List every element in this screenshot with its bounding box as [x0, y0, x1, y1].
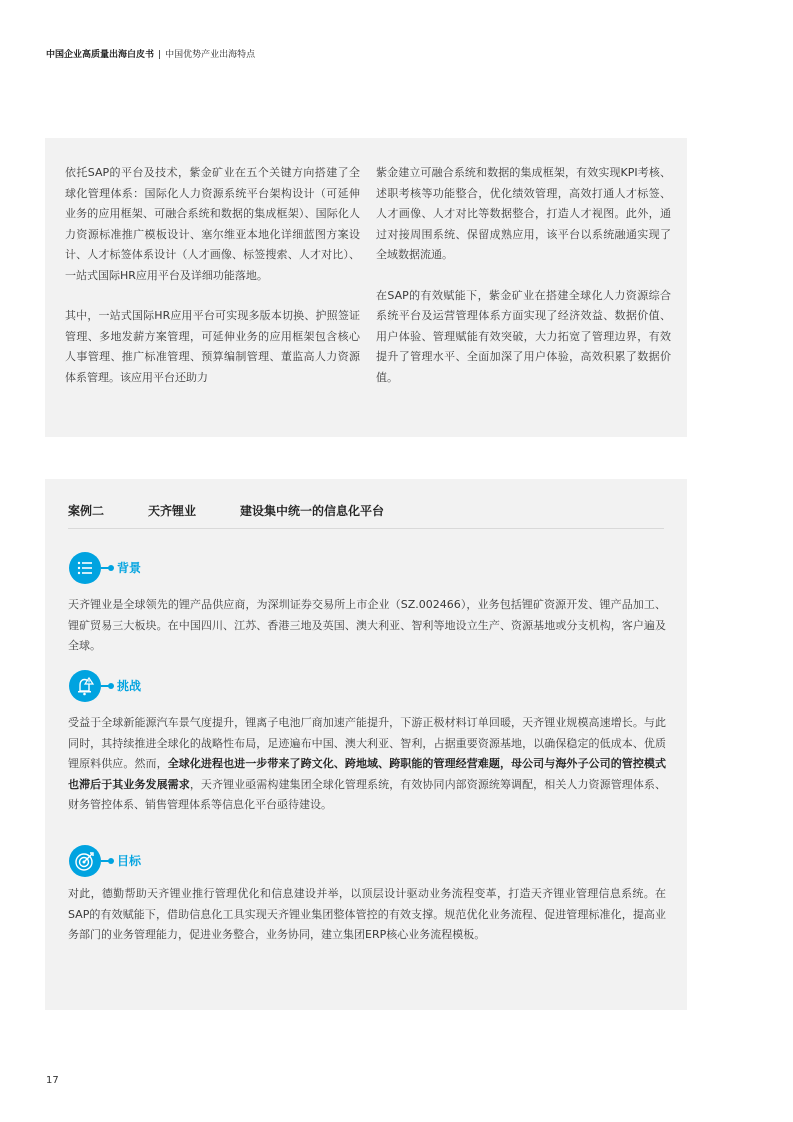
left-paragraph-1: 依托SAP的平台及技术，紫金矿业在五个关键方向搭建了全球化管理体系：国际化人力资源系统平台架构设计（可延伸业务的应用框架、可融合系统和数据的集成框架）、国际化人力资源标准推广模板设计、塞尔维亚本地化详细蓝图方案设计、人才标签体系设计（人才画像、标签搜索、人才对比）、一站式国际HR应用平台及详细功能落地。: [65, 166, 360, 282]
section-dot: [108, 858, 114, 864]
case-two-panel: [45, 479, 687, 1010]
header-subtitle: 中国优势产业出海特点: [165, 50, 256, 60]
challenge-text-outro: ，天齐锂业亟需构建集团全球化管理系统，有效协同内部资源统筹调配，相关人力资源管理体系、财务管控体系、销售管理体系等信息化平台亟待建设。: [68, 777, 667, 811]
section-goal-label: 目标: [117, 854, 142, 868]
section-challenge-text: [68, 713, 666, 816]
case-heading-divider: [68, 528, 664, 529]
left-paragraph-2: 其中，一站式国际HR应用平台可实现多版本切换、护照签证管理、多地发薪方案管理，可延伸业务的应用框架包含核心人事管理、推广标准管理、预算编制管理、董监高人力资源体系管理。该应用平台还助力: [65, 309, 360, 384]
section-goal-text: 对此，德勤帮助天齐锂业推行管理优化和信息建设并举，以顶层设计驱动业务流程变革，打造天齐锂业管理信息系统。在SAP的有效赋能下，借助信息化工具实现天齐锂业集团整体管控的有效支撑。规范优化业务流程、促进管理标准化，提高业务部门的业务管理能力，促进业务整合，业务协同，建立集团ERP核心业务流程模板。: [68, 887, 666, 941]
challenge-text-intro: 受益于全球新能源汽车景气度提升，锂离子电池厂商加速产能提升，下游正极材料订单回暖，天齐锂业规模高速增长。与此同时，其持续推进全球化的战略性布局，足迹遍布中国、澳大利亚、智利，占据重要资源基地，以确保稳定的低成本、优质锂原料供应。然而，: [68, 716, 666, 770]
bell-alert-icon: [69, 670, 101, 702]
case-label: 案例二: [68, 504, 105, 518]
right-paragraph-1: 紫金建立可融合系统和数据的集成框架，有效实现KPI考核、述职考核等功能整合，优化绩效管理，高效打通人才标签、人才画像、人才对比等数据整合，打造人才视图。此外，通过对接周围系统、保留成熟应用，该平台以系统融通实现了全域数据流通。: [376, 166, 671, 261]
case-topic: 建设集中统一的信息化平台: [240, 504, 385, 518]
section-background-title: [69, 552, 189, 584]
case-heading: [68, 502, 428, 519]
right-column: [376, 163, 671, 408]
section-background-text: 天齐锂业是全球领先的锂产品供应商，为深圳证券交易所上市企业（SZ.002466），业务包括锂矿资源开发、锂产品加工、锂矿贸易三大板块。在中国四川、江苏、香港三地及英国、澳大利亚、智利等地设立生产、资源基地或分支机构，客户遍及全球。: [68, 598, 666, 652]
section-dot: [108, 565, 114, 571]
page-number: 17: [46, 1075, 59, 1086]
challenge-text-highlight: 全球化进程也进一步带来了跨文化、跨地域、跨职能的管理经营难题，母公司与海外子公司的管控模式也滞后于其业务发展需求: [68, 757, 667, 791]
list-icon: [69, 552, 101, 584]
case-one-continuation-panel: [45, 138, 687, 437]
header-separator: |: [158, 50, 162, 60]
case-company: 天齐锂业: [148, 504, 197, 518]
section-dot: [108, 683, 114, 689]
section-challenge-label: 挑战: [117, 679, 142, 693]
target-icon: [69, 845, 101, 877]
left-column: [65, 163, 360, 408]
section-background-label: 背景: [117, 561, 142, 575]
page-header: [46, 47, 255, 60]
header-title: 中国企业高质量出海白皮书: [46, 50, 155, 60]
section-challenge-title: [69, 670, 189, 702]
right-paragraph-2: 在SAP的有效赋能下，紫金矿业在搭建全球化人力资源综合系统平台及运营管理体系方面实现了经济效益、数据价值、用户体验、管理赋能有效突破，大力拓宽了管理边界，有效提升了管理水平、全面加深了用户体验，高效积累了数据价值。: [376, 288, 671, 384]
section-goal-title: [69, 845, 189, 877]
